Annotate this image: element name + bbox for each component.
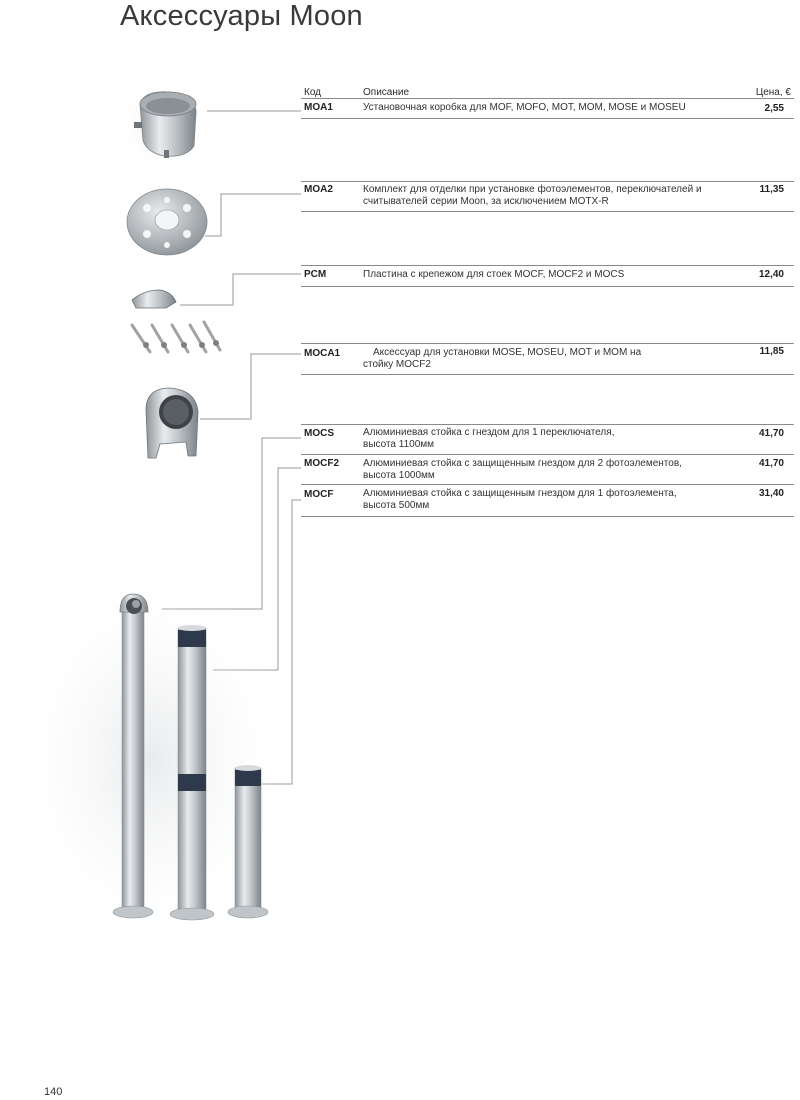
row-description-line: стойку MOCF2 (363, 359, 431, 370)
row-code: MOCA1 (304, 348, 341, 359)
leader-line-moca1 (200, 354, 301, 419)
moa1-box-image (121, 80, 209, 170)
column-header-code: Код (304, 87, 322, 98)
pcm-kit-image (132, 290, 220, 352)
row-description-line: Алюминиевая стойка с гнездом для 1 переключателя, (363, 427, 615, 438)
row-description-line: Комплект для отделки при установке фотоэлементов, переключателей и (363, 184, 702, 195)
row-code: MOCF2 (304, 458, 339, 469)
row-code: MOA2 (304, 184, 333, 195)
leader-line-moa2 (205, 194, 301, 236)
row-price: 12,40 (758, 269, 784, 280)
row-description: Пластина с крепежом для стоек MOCF, MOCF2 и MOCS (363, 269, 625, 280)
row-description-line: Алюминиевая стойка с защищенным гнездом для 2 фотоэлементов, (363, 458, 682, 469)
row-code: MOCS (304, 428, 334, 439)
row-description-line: Аксессуар для установки MOSE, MOSEU, MOT и MOM на (373, 347, 642, 358)
row-price: 31,40 (758, 488, 784, 499)
row-price: 41,70 (758, 458, 784, 469)
row-price: 41,70 (758, 428, 784, 439)
row-price: 11,85 (759, 346, 784, 357)
row-code: PCM (304, 269, 327, 280)
row-code: MOA1 (304, 102, 333, 113)
moca1-adapter-image (146, 388, 198, 458)
row-description-line: высота 1100мм (363, 439, 435, 450)
column-header-description: Описание (363, 87, 410, 98)
column-header-price: Цена, € (755, 87, 791, 98)
row-description-line: Алюминиевая стойка с защищенным гнездом для 1 фотоэлемента, (363, 488, 677, 499)
columns-image (10, 570, 290, 950)
moa2-plate-image (127, 189, 207, 255)
leader-line-pcm (180, 274, 301, 305)
row-description: Установочная коробка для MOF, MOFO, MOT, MOM, MOSE и MOSEU (363, 102, 686, 113)
row-price: 11,35 (759, 184, 784, 195)
row-price: 2,55 (764, 103, 784, 114)
row-description-line: высота 1000мм (363, 470, 435, 481)
row-description-line: высота 500мм (363, 500, 430, 511)
row-description-line: считывателей серии Moon, за исключением MOTX-R (363, 196, 609, 207)
row-code: MOCF (304, 489, 334, 500)
page-number: 140 (44, 1086, 63, 1098)
page-title: Аксессуары Moon (120, 0, 363, 32)
